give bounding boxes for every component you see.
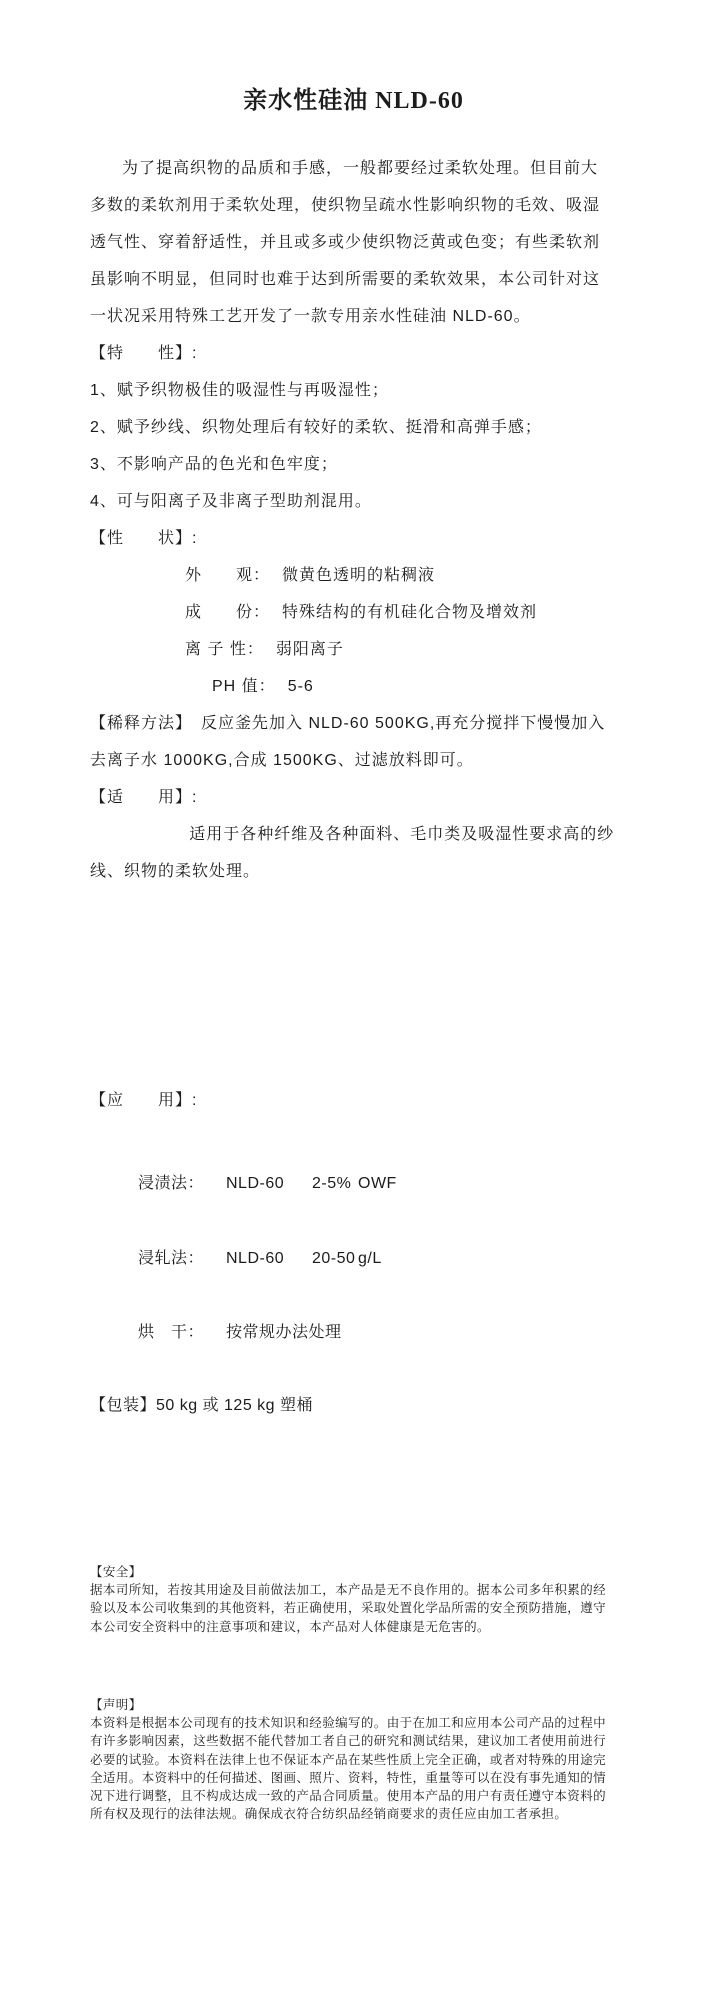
statement-line: 本资料是根据本公司现有的技术知识和经验编写的。由于在加工和应用本公司产品的过程中 [90,1716,607,1731]
statement-heading: 【声明】 [90,1698,142,1712]
feature-item: 1、赋予织物极佳的吸湿性与再吸湿性； [90,382,389,399]
intro-line: 虽影响不明显，但同时也难于达到所需要的柔软效果，本公司针对这 [90,271,601,288]
packaging-text: 【包装】50 kg 或 125 kg 塑桶 [90,1397,314,1414]
application-product: NLD-60 [226,1250,285,1267]
application-row [90,1319,388,1342]
safety-line: 验以及本公司收集到的其他资料，若正确使用，采取处置化学品所需的安全预防措施，遵守 [90,1601,607,1616]
page-title: 亲水性硅油 NLD-60 [243,88,464,114]
suitable-line: 线、织物的柔软处理。 [90,863,261,880]
safety-heading: 【安全】 [90,1565,142,1579]
statement-line: 有许多影响因素，这些数据不能代替加工者自己的研究和测试结果，建议加工者使用前进行 [90,1734,607,1749]
intro-line: 一状况采用特殊工艺开发了一款专用亲水性硅油 NLD-60。 [90,308,531,325]
property-value: 弱阳离子 [275,641,344,658]
property-row [90,594,630,631]
property-row [90,668,630,705]
application-dosage: 20-50 [312,1250,356,1267]
property-label: 外 观： [185,567,271,584]
application-unit: OWF [358,1175,397,1192]
statement-line: 所有权及现行的法律法规。确保成衣符合纺织品经销商要求的责任应由加工者承担。 [90,1807,568,1822]
dilution-line: 【稀释方法】 反应釜先加入 NLD-60 500KG,再充分搅拌下慢慢加入 [90,715,606,732]
safety-line: 据本司所知，若按其用途及目前做法加工，本产品是无不良作用的。据本公司多年积累的经 [90,1583,607,1598]
statement-section [90,1696,630,1823]
application-method: 烘 干： [138,1324,205,1341]
application-dosage: 2-5% [312,1175,352,1192]
intro-line: 透气性、穿着舒适性，并且或多或少使织物泛黄或色变；有些柔软剂 [90,234,601,251]
feature-item: 4、可与阳离子及非离子型助剂混用。 [90,493,372,510]
statement-line: 况下进行调整，且不构成达成一致的产品合同质量。使用本产品的用户有责任遵守本资料的 [90,1789,607,1804]
safety-section [90,1563,630,1636]
application-product: 按常规办法处理 [226,1324,342,1341]
dilution-line: 去离子水 1000KG,合成 1500KG、过滤放料即可。 [90,752,474,769]
property-row [90,557,630,594]
application-heading: 【应 用】: [90,1092,198,1109]
suitable-line: 适用于各种纤维及各种面料、毛巾类及吸湿性要求高的纱 [189,826,615,843]
application-product: NLD-60 [226,1175,285,1192]
safety-line: 本公司安全资料中的注意事项和建议，本产品对人体健康是无危害的。 [90,1619,490,1634]
statement-line: 必要的试验。本资料在法律上也不保证本产品在某些性质上完全正确，或者对特殊的用途完 [90,1752,607,1767]
application-method: 浸渍法： [138,1175,205,1192]
property-value: 5-6 [287,678,314,695]
feature-item: 2、赋予纱线、织物处理后有较好的柔软、挺滑和高弹手感； [90,419,542,436]
application-row [90,1245,382,1268]
application-row [90,1170,397,1193]
features-heading: 【特 性】: [90,345,198,362]
statement-line: 全适用。本资料中的任何描述、图画、照片、资料，特性，重量等可以在没有事先通知的情 [90,1770,607,1785]
intro-line: 多数的柔软剂用于柔软处理，使织物呈疏水性影响织物的毛效、吸湿 [90,197,601,214]
property-value: 微黄色透明的粘稠液 [282,567,436,584]
main-text-block [90,150,630,890]
intro-line: 为了提高织物的品质和手感，一般都要经过柔软处理。但目前大 [122,160,599,177]
property-row [90,631,630,668]
properties-heading: 【性 状】: [90,530,198,547]
property-label: 成 份： [185,604,271,621]
property-value: 特殊结构的有机硅化合物及增效剂 [282,604,538,621]
suitable-heading: 【适 用】: [90,789,198,806]
application-method: 浸轧法： [138,1250,205,1267]
application-unit: g/L [358,1250,382,1267]
feature-item: 3、不影响产品的色光和色牢度； [90,456,338,473]
property-label: 离 子 性： [185,641,264,658]
property-label: PH 值： [212,678,276,695]
